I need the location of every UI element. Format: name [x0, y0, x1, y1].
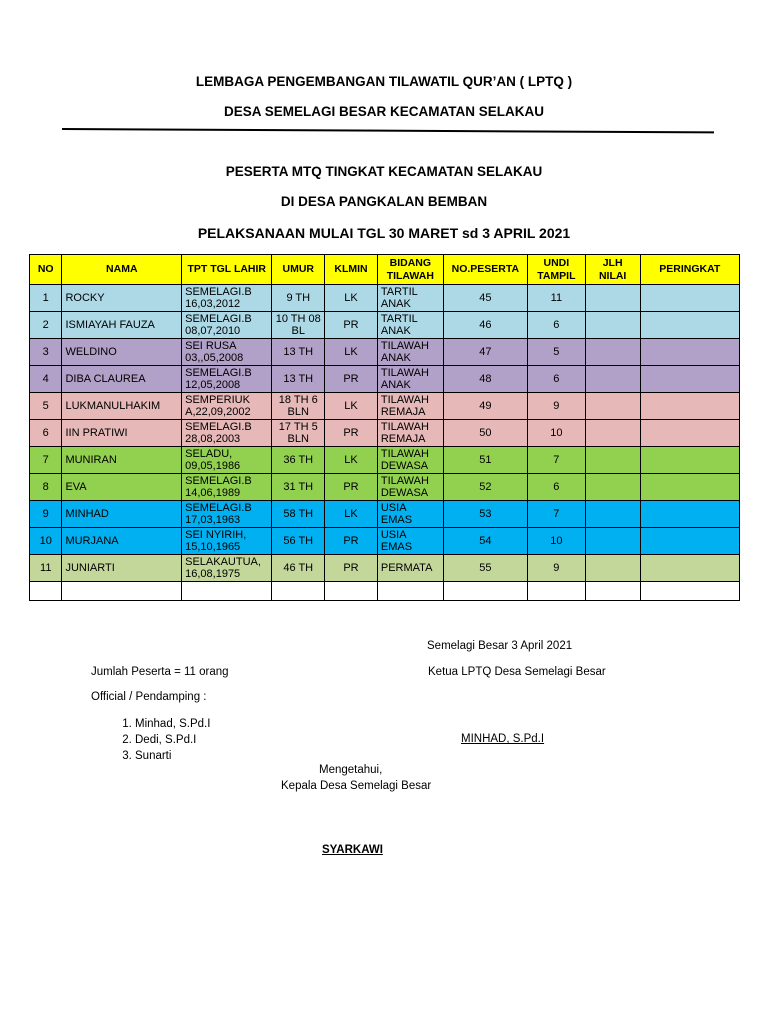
cell-undi: 7 — [527, 447, 585, 474]
cell-undi: 7 — [527, 501, 585, 528]
table-row — [30, 474, 740, 501]
cell-klmin: PR — [325, 528, 378, 555]
col-header-nama: NAMA — [62, 255, 182, 285]
cell-nama: IIN PRATIWI — [62, 420, 182, 447]
cell-peringkat — [640, 555, 739, 582]
table-row — [30, 366, 740, 393]
cell-nilai — [585, 285, 640, 312]
col-header-undi: UNDI TAMPIL — [527, 255, 585, 285]
ketua-title: Ketua LPTQ Desa Semelagi Besar — [428, 666, 606, 678]
cell-umur: 46 TH — [272, 555, 325, 582]
cell-klmin: LK — [325, 393, 378, 420]
cell-nama: DIBA CLAUREA — [62, 366, 182, 393]
cell-no: 10 — [30, 528, 62, 555]
cell-nilai — [585, 474, 640, 501]
cell-bidang: USIA EMAS — [377, 501, 443, 528]
empty-cell — [62, 582, 182, 601]
cell-peringkat — [640, 447, 739, 474]
cell-nilai — [585, 312, 640, 339]
cell-umur: 17 TH 5 BLN — [272, 420, 325, 447]
empty-cell — [527, 582, 585, 601]
cell-bidang: PERMATA — [377, 555, 443, 582]
empty-cell — [640, 582, 739, 601]
cell-peserta: 46 — [443, 312, 527, 339]
cell-nilai — [585, 555, 640, 582]
cell-undi: 5 — [527, 339, 585, 366]
cell-klmin: LK — [325, 447, 378, 474]
empty-cell — [377, 582, 443, 601]
cell-nama: ROCKY — [62, 285, 182, 312]
cell-lahir: SEMPERIUK A,22,09,2002 — [182, 393, 272, 420]
cell-no: 3 — [30, 339, 62, 366]
mengetahui-label: Mengetahui, — [319, 764, 383, 776]
cell-bidang: TILAWAH ANAK — [377, 339, 443, 366]
official-item: 2. Dedi, S.Pd.I — [135, 732, 210, 748]
cell-nama: MUNIRAN — [62, 447, 182, 474]
doc-location: DI DESA PANGKALAN BEMBAN — [280, 194, 488, 209]
cell-bidang: TARTIL ANAK — [377, 285, 443, 312]
cell-peserta: 52 — [443, 474, 527, 501]
cell-bidang: TILAWAH REMAJA — [377, 393, 443, 420]
col-header-peserta: NO.PESERTA — [443, 255, 527, 285]
empty-cell — [585, 582, 640, 601]
cell-undi: 6 — [527, 312, 585, 339]
cell-nilai — [585, 528, 640, 555]
cell-klmin: PR — [325, 420, 378, 447]
cell-nilai — [585, 339, 640, 366]
cell-undi: 9 — [527, 555, 585, 582]
cell-peringkat — [640, 285, 739, 312]
cell-lahir: SEMELAGI.B 17,03,1963 — [182, 501, 272, 528]
col-header-nilai: JLH NILAI — [585, 255, 640, 285]
cell-lahir: SELAKAUTUA, 16,08,1975 — [182, 555, 272, 582]
cell-peringkat — [640, 339, 739, 366]
cell-peringkat — [640, 366, 739, 393]
cell-peserta: 55 — [443, 555, 527, 582]
cell-umur: 13 TH — [272, 339, 325, 366]
cell-undi: 6 — [527, 474, 585, 501]
cell-peserta: 51 — [443, 447, 527, 474]
cell-peringkat — [640, 474, 739, 501]
cell-nilai — [585, 447, 640, 474]
cell-undi: 6 — [527, 366, 585, 393]
cell-umur: 13 TH — [272, 366, 325, 393]
cell-peringkat — [640, 393, 739, 420]
cell-klmin: PR — [325, 474, 378, 501]
signing-date: Semelagi Besar 3 April 2021 — [427, 640, 573, 652]
official-list — [113, 716, 210, 764]
cell-bidang: TILAWAH DEWASA — [377, 474, 443, 501]
cell-bidang: TILAWAH ANAK — [377, 366, 443, 393]
cell-no: 7 — [30, 447, 62, 474]
official-item: 1. Minhad, S.Pd.I — [135, 716, 210, 732]
cell-lahir: SEMELAGI.B 14,06,1989 — [182, 474, 272, 501]
cell-umur: 58 TH — [272, 501, 325, 528]
cell-bidang: USIA EMAS — [377, 528, 443, 555]
cell-peserta: 53 — [443, 501, 527, 528]
cell-nama: WELDINO — [62, 339, 182, 366]
cell-peserta: 49 — [443, 393, 527, 420]
cell-nama: LUKMANULHAKIM — [62, 393, 182, 420]
empty-cell — [443, 582, 527, 601]
cell-umur: 18 TH 6 BLN — [272, 393, 325, 420]
cell-klmin: PR — [325, 312, 378, 339]
org-title: LEMBAGA PENGEMBANGAN TILAWATIL QUR’AN ( LPTQ ) — [195, 74, 573, 89]
col-header-lahir: TPT TGL LAHIR — [182, 255, 272, 285]
table-row — [30, 501, 740, 528]
official-label: Official / Pendamping : — [91, 691, 207, 703]
header-rule — [62, 128, 714, 133]
col-header-no: NO — [30, 255, 62, 285]
cell-lahir: SEMELAGI.B 16,03,2012 — [182, 285, 272, 312]
cell-no: 11 — [30, 555, 62, 582]
doc-schedule: PELAKSANAAN MULAI TGL 30 MARET sd 3 APRIL 2021 — [197, 225, 571, 241]
cell-nilai — [585, 393, 640, 420]
cell-peserta: 54 — [443, 528, 527, 555]
col-header-bidang: BIDANG TILAWAH — [377, 255, 443, 285]
cell-undi: 11 — [527, 285, 585, 312]
cell-umur: 9 TH — [272, 285, 325, 312]
org-subtitle: DESA SEMELAGI BESAR KECAMATAN SELAKAU — [223, 104, 544, 119]
cell-peringkat — [640, 501, 739, 528]
cell-nama: MINHAD — [62, 501, 182, 528]
cell-peringkat — [640, 420, 739, 447]
table-row — [30, 312, 740, 339]
ketua-name: MINHAD, S.Pd.I — [461, 733, 545, 745]
official-item: 3. Sunarti — [135, 748, 210, 764]
table-row — [30, 528, 740, 555]
cell-no: 1 — [30, 285, 62, 312]
table-row-empty — [30, 582, 740, 601]
cell-no: 2 — [30, 312, 62, 339]
cell-umur: 10 TH 08 BL — [272, 312, 325, 339]
cell-undi: 10 — [527, 420, 585, 447]
kades-name: SYARKAWI — [322, 844, 383, 856]
cell-klmin: LK — [325, 339, 378, 366]
cell-bidang: TARTIL ANAK — [377, 312, 443, 339]
cell-lahir: SEI NYIRIH, 15,10,1965 — [182, 528, 272, 555]
cell-lahir: SEMELAGI.B 12,05,2008 — [182, 366, 272, 393]
cell-lahir: SEMELAGI.B 08,07,2010 — [182, 312, 272, 339]
col-header-peringkat: PERINGKAT — [640, 255, 739, 285]
cell-nilai — [585, 420, 640, 447]
cell-umur: 31 TH — [272, 474, 325, 501]
col-header-umur: UMUR — [272, 255, 325, 285]
cell-lahir: SEMELAGI.B 28,08,2003 — [182, 420, 272, 447]
cell-bidang: TILAWAH DEWASA — [377, 447, 443, 474]
cell-umur: 36 TH — [272, 447, 325, 474]
empty-cell — [325, 582, 378, 601]
cell-klmin: LK — [325, 501, 378, 528]
cell-no: 5 — [30, 393, 62, 420]
table-row — [30, 555, 740, 582]
col-header-klmin: KLMIN — [325, 255, 378, 285]
cell-klmin: PR — [325, 366, 378, 393]
participant-count: Jumlah Peserta = 11 orang — [91, 666, 229, 678]
cell-no: 9 — [30, 501, 62, 528]
participants-table — [29, 254, 740, 601]
cell-nama: MURJANA — [62, 528, 182, 555]
cell-no: 4 — [30, 366, 62, 393]
cell-klmin: LK — [325, 285, 378, 312]
table-header-row — [30, 255, 740, 285]
cell-lahir: SELADU, 09,05,1986 — [182, 447, 272, 474]
cell-peringkat — [640, 528, 739, 555]
empty-cell — [30, 582, 62, 601]
doc-title: PESERTA MTQ TINGKAT KECAMATAN SELAKAU — [225, 164, 543, 179]
cell-lahir: SEI RUSA 03,,05,2008 — [182, 339, 272, 366]
cell-peserta: 47 — [443, 339, 527, 366]
cell-nama: JUNIARTI — [62, 555, 182, 582]
cell-undi: 10 — [527, 528, 585, 555]
table-row — [30, 285, 740, 312]
empty-cell — [182, 582, 272, 601]
cell-undi: 9 — [527, 393, 585, 420]
table-row — [30, 447, 740, 474]
table-row — [30, 339, 740, 366]
cell-no: 6 — [30, 420, 62, 447]
cell-no: 8 — [30, 474, 62, 501]
cell-bidang: TILAWAH REMAJA — [377, 420, 443, 447]
cell-peserta: 48 — [443, 366, 527, 393]
cell-peserta: 50 — [443, 420, 527, 447]
cell-peringkat — [640, 312, 739, 339]
cell-nilai — [585, 501, 640, 528]
empty-cell — [272, 582, 325, 601]
kades-title: Kepala Desa Semelagi Besar — [281, 780, 432, 792]
cell-nama: EVA — [62, 474, 182, 501]
cell-nilai — [585, 366, 640, 393]
table-row — [30, 420, 740, 447]
cell-umur: 56 TH — [272, 528, 325, 555]
cell-nama: ISMIAYAH FAUZA — [62, 312, 182, 339]
cell-peserta: 45 — [443, 285, 527, 312]
table-row — [30, 393, 740, 420]
cell-klmin: PR — [325, 555, 378, 582]
